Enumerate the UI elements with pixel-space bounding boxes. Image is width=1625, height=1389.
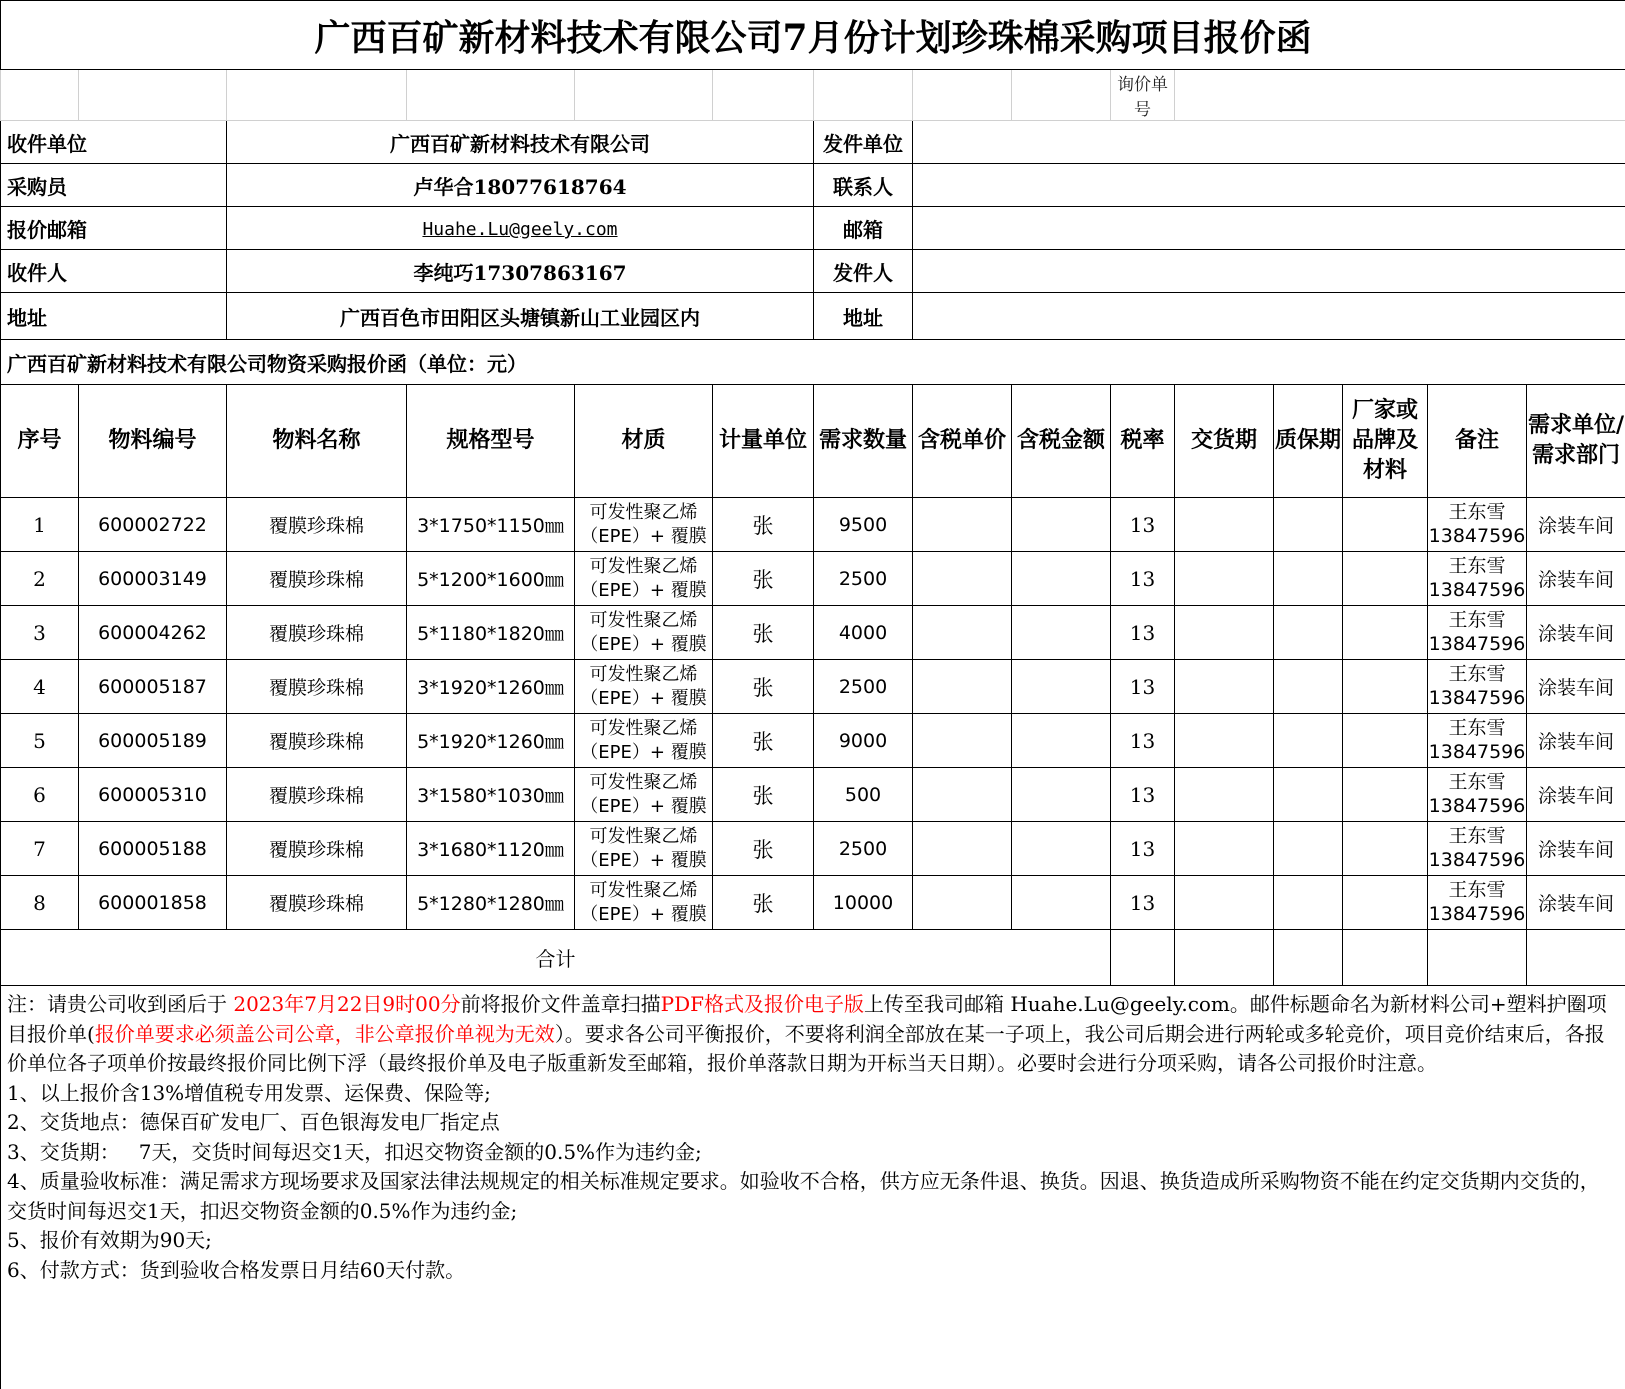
material-line-2: （EPE）+ 覆膜 [575,741,712,764]
row-delivery-cell[interactable] [1175,660,1274,714]
note-phone: 13847596 [1428,795,1526,819]
col-header-name: 物料名称 [227,385,407,498]
row-material-cell [575,822,713,876]
row-material-cell [575,660,713,714]
row-unit-cell: 张 [713,822,814,876]
row-warranty-cell[interactable] [1274,822,1343,876]
info-row-receiver [1,121,1625,164]
row-note-cell [1428,498,1527,552]
email-label: 邮箱 [814,207,913,250]
sender-unit-cell[interactable] [913,121,1625,164]
row-delivery-cell[interactable] [1175,498,1274,552]
total-tax-cell[interactable] [1111,930,1175,986]
row-qty-cell: 4000 [814,606,913,660]
row-dept-cell: 涂装车间 [1527,498,1625,552]
sender-address-label: 地址 [814,293,913,340]
row-material-cell [575,498,713,552]
total-dept-cell[interactable] [1527,930,1625,986]
row-note-cell [1428,876,1527,930]
page-title: 广西百矿新材料技术有限公司7月份计划珍珠棉采购项目报价函 [1,1,1625,70]
row-spec-cell: 5*1280*1280㎜ [407,876,575,930]
row-unit-cell: 张 [713,876,814,930]
row-name-cell: 覆膜珍珠棉 [227,768,407,822]
row-unit-cell: 张 [713,552,814,606]
row-note-cell [1428,822,1527,876]
notes-item-5: 5、报价有效期为90天; [7,1226,1619,1256]
table-row [1,552,1625,606]
row-amount-cell[interactable] [1012,876,1111,930]
row-name-cell: 覆膜珍珠棉 [227,876,407,930]
row-dept-cell: 涂装车间 [1527,714,1625,768]
table-row [1,606,1625,660]
material-line-1: 可发性聚乙烯 [575,609,712,632]
receiver-unit-label: 收件单位 [1,121,227,164]
row-unit-cell: 张 [713,606,814,660]
row-warranty-cell[interactable] [1274,768,1343,822]
row-amount-cell[interactable] [1012,714,1111,768]
row-brand-cell[interactable] [1343,876,1428,930]
total-brand-cell[interactable] [1343,930,1428,986]
row-spec-cell: 5*1920*1260㎜ [407,714,575,768]
col-header-qty: 需求数量 [814,385,913,498]
material-line-2: （EPE）+ 覆膜 [575,525,712,548]
notes-paragraph [7,990,1619,1079]
table-row [1,714,1625,768]
row-spec-cell: 3*1750*1150㎜ [407,498,575,552]
receiver-unit-value: 广西百矿新材料技术有限公司 [227,121,814,164]
col-header-brand: 厂家或品牌及材料 [1343,385,1428,498]
info-row-buyer [1,164,1625,207]
row-amount-cell[interactable] [1012,822,1111,876]
note-phone: 13847596 [1428,903,1526,927]
row-tax-cell: 13 [1111,552,1175,606]
row-code-cell: 600002722 [79,498,227,552]
row-brand-cell[interactable] [1343,606,1428,660]
row-code-cell: 600005310 [79,768,227,822]
row-unit-cell: 张 [713,660,814,714]
row-spec-cell: 3*1580*1030㎜ [407,768,575,822]
note-name: 王东雪 [1428,555,1526,579]
row-seq-cell: 6 [1,768,79,822]
row-delivery-cell[interactable] [1175,876,1274,930]
row-brand-cell[interactable] [1343,498,1428,552]
row-name-cell: 覆膜珍珠棉 [227,714,407,768]
sender-address-cell[interactable] [913,293,1625,340]
row-spec-cell: 5*1200*1600㎜ [407,552,575,606]
row-code-cell: 600004262 [79,606,227,660]
note-name: 王东雪 [1428,501,1526,525]
material-line-1: 可发性聚乙烯 [575,555,712,578]
row-warranty-cell[interactable] [1274,498,1343,552]
row-delivery-cell[interactable] [1175,606,1274,660]
row-name-cell: 覆膜珍珠棉 [227,822,407,876]
row-seq-cell: 8 [1,876,79,930]
note-name: 王东雪 [1428,771,1526,795]
sender-cell[interactable] [913,250,1625,293]
row-unit-cell: 张 [713,768,814,822]
col-header-price: 含税单价 [913,385,1012,498]
row-qty-cell: 500 [814,768,913,822]
row-delivery-cell[interactable] [1175,714,1274,768]
row-name-cell: 覆膜珍珠棉 [227,660,407,714]
address-label: 地址 [1,293,227,340]
row-amount-cell[interactable] [1012,768,1111,822]
note-name: 王东雪 [1428,663,1526,687]
row-note-cell [1428,552,1527,606]
row-note-cell [1428,768,1527,822]
row-name-cell: 覆膜珍珠棉 [227,498,407,552]
row-amount-cell[interactable] [1012,606,1111,660]
table-body [1,498,1625,930]
row-name-cell: 覆膜珍珠棉 [227,606,407,660]
notes-format: PDF格式及报价电子版 [661,992,864,1016]
info-row-email [1,207,1625,250]
row-tax-cell: 13 [1111,822,1175,876]
material-line-2: （EPE）+ 覆膜 [575,795,712,818]
col-header-unit: 计量单位 [713,385,814,498]
row-spec-cell: 3*1680*1120㎜ [407,822,575,876]
buyer-label: 采购员 [1,164,227,207]
row-dept-cell: 涂装车间 [1527,768,1625,822]
material-line-2: （EPE）+ 覆膜 [575,687,712,710]
row-warranty-cell[interactable] [1274,552,1343,606]
buyer-value: 卢华合18077618764 [227,164,814,207]
row-price-cell[interactable] [913,606,1012,660]
row-amount-cell[interactable] [1012,552,1111,606]
row-seq-cell: 2 [1,552,79,606]
row-brand-cell[interactable] [1343,822,1428,876]
row-price-cell[interactable] [913,714,1012,768]
col-header-amount: 含税金额 [1012,385,1111,498]
material-line-1: 可发性聚乙烯 [575,825,712,848]
row-brand-cell[interactable] [1343,552,1428,606]
row-price-cell[interactable] [913,876,1012,930]
row-seq-cell: 3 [1,606,79,660]
row-amount-cell[interactable] [1012,498,1111,552]
notes-item-6: 6、付款方式：货到验收合格发票日月结60天付款。 [7,1256,1619,1286]
quote-email-link[interactable]: Huahe.Lu@geely.com [422,219,617,240]
row-warranty-cell[interactable] [1274,606,1343,660]
row-qty-cell: 2500 [814,552,913,606]
sender-label: 发件人 [814,250,913,293]
material-line-1: 可发性聚乙烯 [575,663,712,686]
notes-stamp-requirement: 报价单要求必须盖公司公章，非公章报价单视为无效 [95,1022,555,1046]
col-header-spec: 规格型号 [407,385,575,498]
notes-rest: ）。要求各公司平衡报价，不要将利润全部放在某一子项上，我公司后期会进行两轮或多轮竞价，项目竞价结束后，各报价单位各子项单价按最终报价同比例下浮（最终报价单及电子版重新发至邮箱，报价单落款日期为开标当天日期）。必要时会进行分项采购，请各公司报价时注意。 [7,1022,1605,1076]
row-delivery-cell[interactable] [1175,822,1274,876]
note-name: 王东雪 [1428,717,1526,741]
row-price-cell[interactable] [913,660,1012,714]
notes-scan-text: 前将报价文件盖章扫描 [461,992,661,1016]
row-delivery-cell[interactable] [1175,768,1274,822]
row-material-cell [575,714,713,768]
note-phone: 13847596 [1428,525,1526,549]
row-brand-cell[interactable] [1343,660,1428,714]
material-line-2: （EPE）+ 覆膜 [575,633,712,656]
note-phone: 13847596 [1428,849,1526,873]
row-note-cell [1428,606,1527,660]
notes-item-2: 2、交货地点：德保百矿发电厂、百色银海发电厂指定点 [7,1108,1619,1138]
row-seq-cell: 7 [1,822,79,876]
row-amount-cell[interactable] [1012,660,1111,714]
section-title: 广西百矿新材料技术有限公司物资采购报价函（单位：元） [1,340,1625,385]
row-material-cell [575,552,713,606]
contact-label: 联系人 [814,164,913,207]
row-spec-cell: 5*1180*1820㎜ [407,606,575,660]
col-header-tax: 税率 [1111,385,1175,498]
total-delivery-cell[interactable] [1175,930,1274,986]
row-material-cell [575,606,713,660]
row-dept-cell: 涂装车间 [1527,822,1625,876]
col-header-material: 材质 [575,385,713,498]
row-name-cell: 覆膜珍珠棉 [227,552,407,606]
row-warranty-cell[interactable] [1274,660,1343,714]
total-note-cell[interactable] [1428,930,1527,986]
col-header-seq: 序号 [1,385,79,498]
row-unit-cell: 张 [713,498,814,552]
total-row [1,930,1625,986]
col-header-delivery: 交货期 [1175,385,1274,498]
table-row [1,498,1625,552]
row-code-cell: 600005188 [79,822,227,876]
row-dept-cell: 涂装车间 [1527,552,1625,606]
row-seq-cell: 5 [1,714,79,768]
row-tax-cell: 13 [1111,498,1175,552]
row-seq-cell: 4 [1,660,79,714]
material-line-2: （EPE）+ 覆膜 [575,903,712,926]
col-header-dept: 需求单位/需求部门 [1527,385,1625,498]
note-name: 王东雪 [1428,609,1526,633]
note-name: 王东雪 [1428,825,1526,849]
notes-intro: 注：请贵公司收到函后于 [7,992,233,1016]
material-line-2: （EPE）+ 覆膜 [575,579,712,602]
row-tax-cell: 13 [1111,768,1175,822]
notes-item-3: 3、交货期： 7天，交货时间每迟交1天，扣迟交物资金额的0.5%作为违约金; [7,1138,1619,1168]
row-price-cell[interactable] [913,822,1012,876]
row-qty-cell: 9500 [814,498,913,552]
note-phone: 13847596 [1428,687,1526,711]
note-name: 王东雪 [1428,879,1526,903]
row-tax-cell: 13 [1111,714,1175,768]
row-dept-cell: 涂装车间 [1527,606,1625,660]
row-price-cell[interactable] [913,552,1012,606]
row-dept-cell: 涂装车间 [1527,876,1625,930]
row-brand-cell[interactable] [1343,714,1428,768]
row-material-cell [575,768,713,822]
row-note-cell [1428,714,1527,768]
notes-block [1,986,1625,1389]
inquiry-number-label: 询价单号 [1111,70,1175,121]
row-code-cell: 600005189 [79,714,227,768]
row-qty-cell: 2500 [814,660,913,714]
email-cell[interactable] [913,207,1625,250]
material-line-1: 可发性聚乙烯 [575,879,712,902]
total-label: 合计 [1,930,1111,986]
info-row-address [1,293,1625,340]
info-row-recipient [1,250,1625,293]
row-brand-cell[interactable] [1343,768,1428,822]
table-row [1,876,1625,930]
row-tax-cell: 13 [1111,660,1175,714]
row-seq-cell: 1 [1,498,79,552]
row-warranty-cell[interactable] [1274,714,1343,768]
row-code-cell: 600003149 [79,552,227,606]
table-header [1,385,1625,498]
inquiry-number-cell[interactable] [1175,70,1625,121]
row-tax-cell: 13 [1111,606,1175,660]
notes-deadline: 2023年7月22日9时00分 [233,992,460,1016]
row-qty-cell: 9000 [814,714,913,768]
material-line-2: （EPE）+ 覆膜 [575,849,712,872]
quote-email-label: 报价邮箱 [1,207,227,250]
total-warranty-cell[interactable] [1274,930,1343,986]
row-unit-cell: 张 [713,714,814,768]
row-delivery-cell[interactable] [1175,552,1274,606]
row-code-cell: 600005187 [79,660,227,714]
material-line-1: 可发性聚乙烯 [575,771,712,794]
note-phone: 13847596 [1428,741,1526,765]
row-note-cell [1428,660,1527,714]
row-qty-cell: 2500 [814,822,913,876]
row-price-cell[interactable] [913,768,1012,822]
col-header-note: 备注 [1428,385,1527,498]
sender-unit-label: 发件单位 [814,121,913,164]
row-tax-cell: 13 [1111,876,1175,930]
col-header-warranty: 质保期 [1274,385,1343,498]
note-phone: 13847596 [1428,579,1526,603]
row-spec-cell: 3*1920*1260㎜ [407,660,575,714]
row-code-cell: 600001858 [79,876,227,930]
contact-cell[interactable] [913,164,1625,207]
notes-upload-text: 上传至我司邮箱 Huahe.Lu@geely.com。邮件标题命名为新材料公司+塑料护圈项目报价单( [7,992,1607,1046]
row-dept-cell: 涂装车间 [1527,660,1625,714]
recipient-value: 李纯巧17307863167 [227,250,814,293]
material-line-1: 可发性聚乙烯 [575,501,712,524]
recipient-label: 收件人 [1,250,227,293]
row-material-cell [575,876,713,930]
notes-item-4: 4、质量验收标准：满足需求方现场要求及国家法律法规规定的相关标准规定要求。如验收不合格，供方应无条件退、换货。因退、换货造成所采购物资不能在约定交货期内交货的，交货时间每迟交1天，扣迟交物资金额的0.5%作为违约金; [7,1167,1619,1226]
inquiry-row [1,70,1625,121]
row-warranty-cell[interactable] [1274,876,1343,930]
table-row [1,768,1625,822]
table-row [1,822,1625,876]
table-row [1,660,1625,714]
note-phone: 13847596 [1428,633,1526,657]
row-qty-cell: 10000 [814,876,913,930]
material-line-1: 可发性聚乙烯 [575,717,712,740]
notes-item-1: 1、以上报价含13%增值税专用发票、运保费、保险等; [7,1079,1619,1109]
row-price-cell[interactable] [913,498,1012,552]
col-header-code: 物料编号 [79,385,227,498]
address-value: 广西百色市田阳区头塘镇新山工业园区内 [227,293,814,340]
